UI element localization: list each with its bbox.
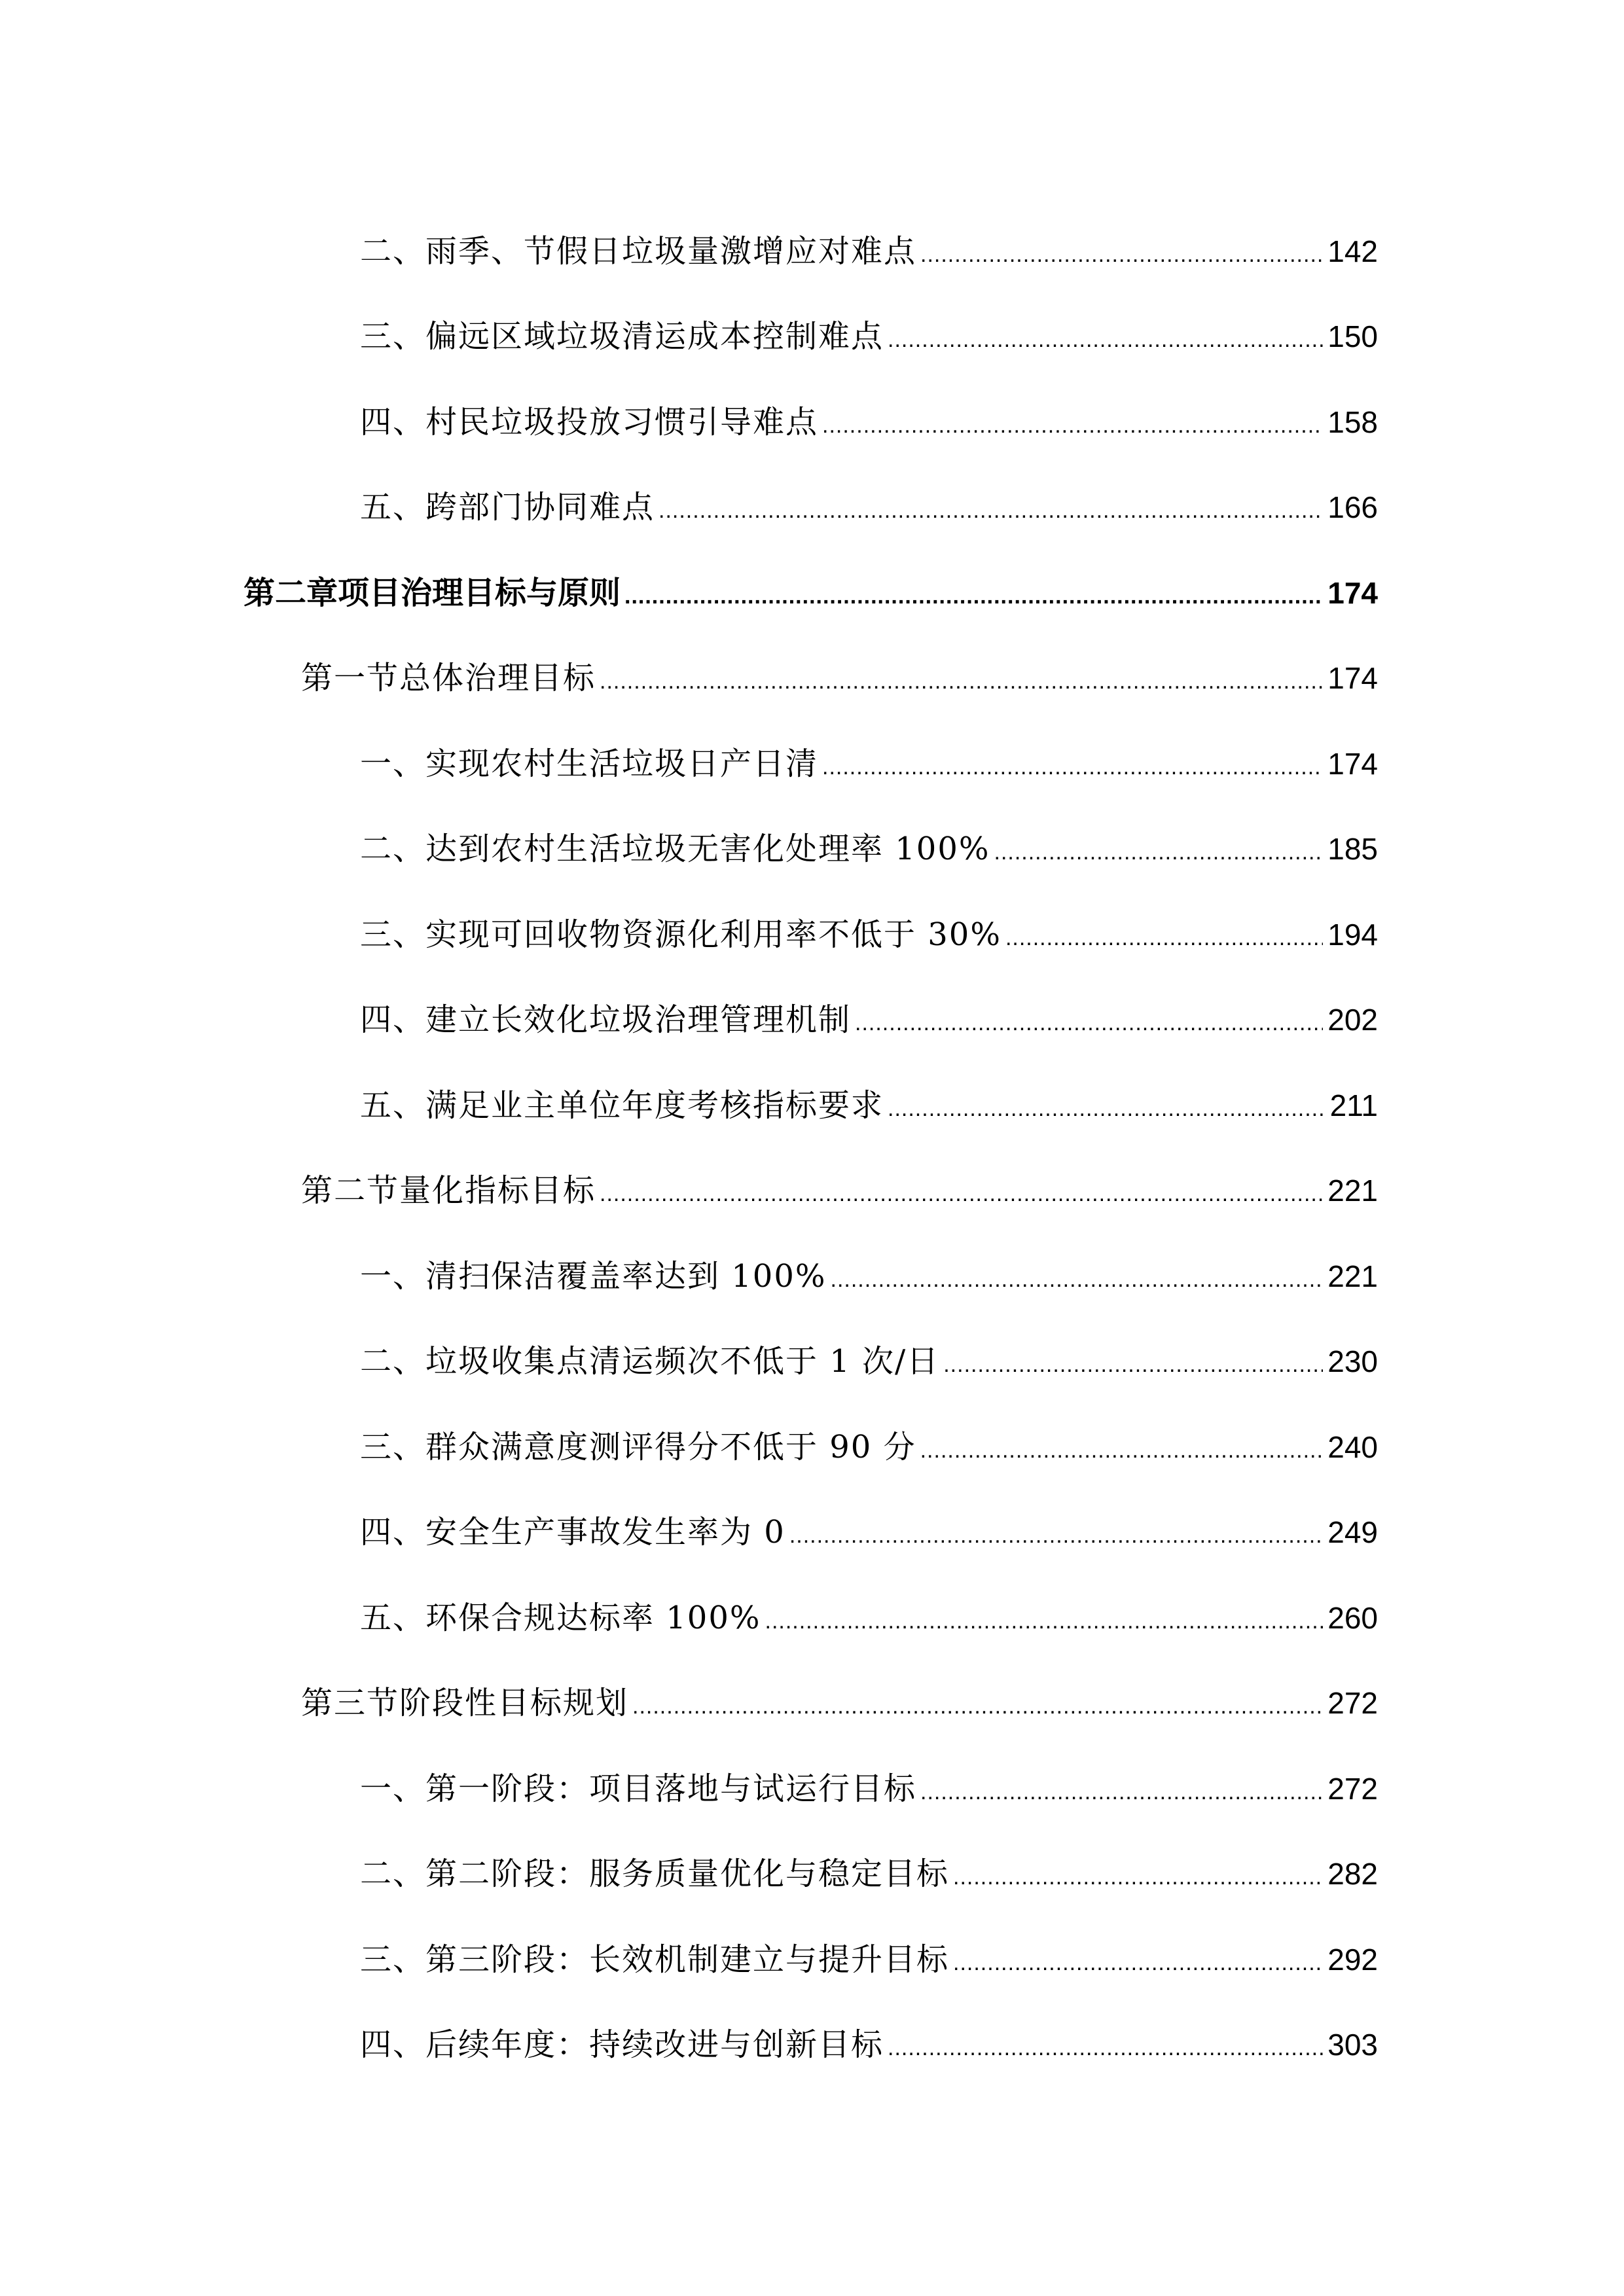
toc-entry[interactable] [0, 206, 1624, 291]
toc-page-number: 272 [1327, 1771, 1378, 1806]
toc-entry[interactable] [0, 1487, 1624, 1573]
toc-entry-title: 四、建立长效化垃圾治理管理机制 [360, 1001, 852, 1039]
dot-leader [888, 327, 1323, 353]
toc-entry[interactable] [0, 2000, 1624, 2085]
toc-entry[interactable] [0, 376, 1624, 462]
toc-entry-title: 一、实现农村生活垃圾日产日清 [360, 745, 819, 782]
toc-entry-title: 二、垃圾收集点清运频次不低于 1 次/日 [360, 1343, 940, 1380]
toc-page-number: 240 [1327, 1429, 1378, 1464]
toc-chapter-entry[interactable] [0, 547, 1624, 633]
toc-page-number: 303 [1327, 2028, 1378, 2062]
toc-page-number: 260 [1327, 1600, 1378, 1635]
toc-entry[interactable] [0, 462, 1624, 548]
dot-leader [789, 1523, 1323, 1549]
toc-entry-title: 四、村民垃圾投放习惯引导难点 [360, 403, 819, 440]
toc-entry[interactable] [0, 718, 1624, 804]
toc-entry[interactable] [0, 1316, 1624, 1402]
toc-page-number: 158 [1327, 404, 1378, 439]
toc-section-entry[interactable] [0, 633, 1624, 719]
toc-page-number: 221 [1327, 1174, 1378, 1208]
dot-leader [831, 1267, 1324, 1293]
dot-leader [659, 498, 1323, 524]
toc-entry-title: 四、后续年度：持续改进与创新目标 [360, 2026, 884, 2064]
dot-leader [943, 1352, 1323, 1378]
toc-page-number: 272 [1327, 1686, 1378, 1721]
dot-leader [600, 1181, 1323, 1207]
toc-entry[interactable] [0, 1401, 1624, 1487]
toc-page-number: 292 [1327, 1942, 1378, 1977]
toc-entry-title: 三、偏远区域垃圾清运成本控制难点 [360, 318, 884, 355]
toc-entry[interactable] [0, 1230, 1624, 1316]
toc-page-number: 202 [1327, 1003, 1378, 1037]
dot-leader [855, 1011, 1323, 1036]
dot-leader [600, 669, 1323, 694]
toc-entry[interactable] [0, 889, 1624, 975]
table-of-contents [0, 206, 1624, 2085]
dot-leader [953, 1865, 1323, 1890]
toc-entry-title: 一、第一阶段：项目落地与试运行目标 [360, 1770, 917, 1807]
dot-leader [920, 1780, 1323, 1805]
toc-entry[interactable] [0, 291, 1624, 377]
dot-leader [920, 242, 1323, 268]
toc-page-number: 166 [1327, 490, 1378, 525]
toc-entry-title: 五、跨部门协同难点 [360, 489, 655, 526]
toc-entry[interactable] [0, 1914, 1624, 2000]
toc-entry-title: 四、安全生产事故发生率为 0 [360, 1514, 785, 1551]
toc-chapter-title: 第二章项目治理目标与原则 [244, 574, 621, 611]
toc-page-number: 150 [1327, 319, 1378, 354]
toc-entry-title: 三、实现可回收物资源化利用率不低于 30% [360, 916, 1001, 953]
dot-leader [632, 1694, 1323, 1719]
toc-entry-title: 二、达到农村生活垃圾无害化处理率 100% [360, 831, 990, 868]
toc-page-number: 174 [1327, 575, 1378, 610]
toc-section-entry[interactable] [0, 1145, 1624, 1231]
toc-page-number: 230 [1327, 1344, 1378, 1379]
toc-page-number: 249 [1327, 1515, 1378, 1550]
dot-leader [1005, 925, 1323, 951]
toc-page-number: 194 [1327, 917, 1378, 952]
dot-leader [888, 2036, 1323, 2061]
dot-leader [822, 755, 1323, 780]
toc-section-title: 第二节量化指标目标 [301, 1172, 596, 1210]
toc-entry[interactable] [0, 1743, 1624, 1829]
toc-page-number: 174 [1327, 746, 1378, 781]
toc-section-title: 第三节阶段性目标规划 [301, 1685, 629, 1722]
toc-entry[interactable] [0, 975, 1624, 1060]
toc-section-entry[interactable] [0, 1658, 1624, 1744]
dot-leader [822, 413, 1323, 439]
toc-page-number: 211 [1329, 1088, 1378, 1122]
toc-entry-title: 三、第三阶段：长效机制建立与提升目标 [360, 1941, 950, 1978]
toc-page-number: 142 [1327, 234, 1378, 268]
dot-leader [920, 1438, 1323, 1463]
toc-entry-title: 五、环保合规达标率 100% [360, 1599, 761, 1636]
dot-leader [624, 584, 1323, 609]
toc-page-number: 185 [1327, 832, 1378, 867]
toc-entry-title: 二、雨季、节假日垃圾量激增应对难点 [360, 232, 917, 270]
toc-page-number: 174 [1327, 661, 1378, 696]
toc-entry-title: 二、第二阶段：服务质量优化与稳定目标 [360, 1856, 950, 1893]
toc-entry[interactable] [0, 1060, 1624, 1145]
toc-entry-title: 一、清扫保洁覆盖率达到 100% [360, 1257, 827, 1295]
dot-leader [888, 1096, 1323, 1122]
toc-entry-title: 五、满足业主单位年度考核指标要求 [360, 1086, 884, 1124]
toc-entry-title: 三、群众满意度测评得分不低于 90 分 [360, 1428, 916, 1465]
dot-leader [994, 840, 1324, 865]
toc-entry[interactable] [0, 1829, 1624, 1914]
toc-page-number: 221 [1327, 1259, 1378, 1293]
toc-page-number: 282 [1327, 1857, 1378, 1892]
dot-leader [765, 1609, 1324, 1634]
toc-entry[interactable] [0, 804, 1624, 889]
toc-section-title: 第一节总体治理目标 [301, 660, 596, 697]
dot-leader [953, 1950, 1323, 1976]
toc-entry[interactable] [0, 1572, 1624, 1658]
